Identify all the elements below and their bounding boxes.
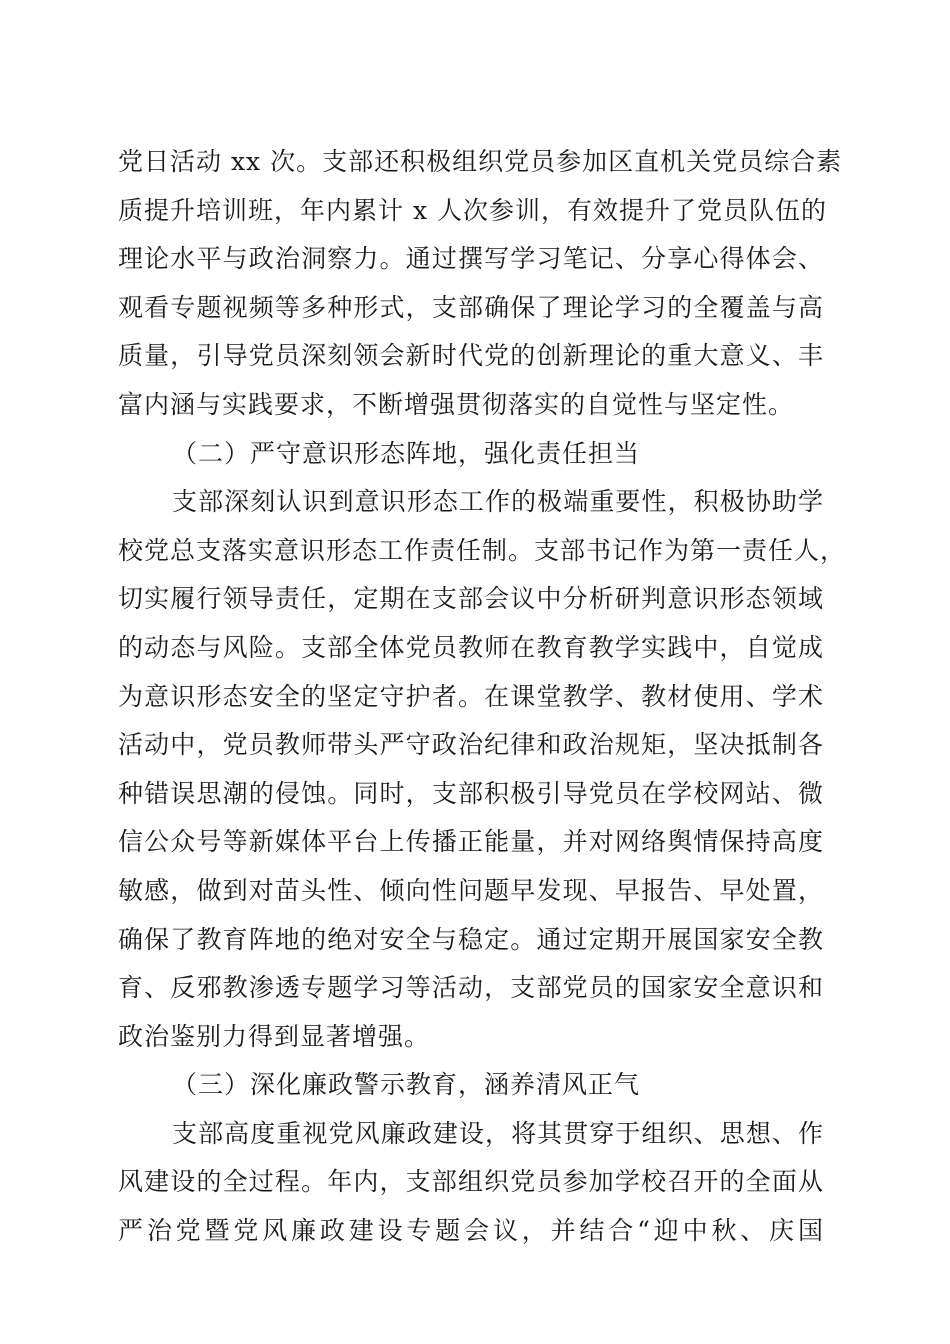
paragraph-line: 确保了教育阵地的绝对安全与稳定。通过定期开展国家安全教 bbox=[118, 924, 824, 954]
paragraph-line: 的动态与风险。支部全体党员教师在教育教学实践中，自觉成 bbox=[118, 632, 824, 662]
paragraph-line: 种错误思潮的侵蚀。同时，支部积极引导党员在学校网站、微 bbox=[118, 778, 824, 808]
paragraph-line: 支部深刻认识到意识形态工作的极端重要性，积极协助学 bbox=[172, 487, 824, 517]
paragraph-line: 活动中，党员教师带头严守政治纪律和政治规矩，坚决抵制各 bbox=[118, 730, 824, 760]
paragraph-line: 校党总支落实意识形态工作责任制。支部书记作为第一责任人， bbox=[118, 535, 847, 565]
paragraph-line: 切实履行领导责任，定期在支部会议中分析研判意识形态领域 bbox=[118, 584, 824, 614]
paragraph-line: 政治鉴别力得到显著增强。 bbox=[118, 1021, 431, 1051]
paragraph-line: 风建设的全过程。年内，支部组织党员参加学校召开的全面从 bbox=[118, 1167, 824, 1197]
document-body bbox=[118, 138, 847, 1256]
paragraph-line: 理论水平与政治洞察力。通过撰写学习笔记、分享心得体会、 bbox=[118, 244, 824, 274]
paragraph-line: 党日活动 xx 次。支部还积极组织党员参加区直机关党员综合素 bbox=[118, 147, 843, 176]
paragraph-line: 质量，引导党员深刻领会新时代党的创新理论的重大意义、丰 bbox=[118, 341, 824, 371]
paragraph-line: 支部高度重视党风廉政建设，将其贯穿于组织、思想、作 bbox=[172, 1118, 824, 1148]
section-heading-3: （三）深化廉政警示教育，涵养清风正气 bbox=[172, 1070, 641, 1100]
paragraph-line: 育、反邪教渗透专题学习等活动，支部党员的国家安全意识和 bbox=[118, 973, 824, 1003]
paragraph-line: 敏感，做到对苗头性、倾向性问题早发现、早报告、早处置， bbox=[118, 875, 824, 905]
paragraph-line: 严治党暨党风廉政建设专题会议，并结合“迎中秋、庆国 bbox=[118, 1216, 824, 1246]
section-heading-2: （二）严守意识形态阵地，强化责任担当 bbox=[172, 438, 641, 468]
paragraph-line: 富内涵与实践要求，不断增强贯彻落实的自觉性与坚定性。 bbox=[118, 389, 795, 419]
paragraph-line: 为意识形态安全的坚定守护者。在课堂教学、教材使用、学术 bbox=[118, 681, 824, 711]
paragraph-line: 信公众号等新媒体平台上传播正能量，并对网络舆情保持高度 bbox=[118, 827, 824, 857]
paragraph-line: 观看专题视频等多种形式，支部确保了理论学习的全覆盖与高 bbox=[118, 292, 824, 322]
paragraph-line: 质提升培训班，年内累计 x 人次参训，有效提升了党员队伍的 bbox=[118, 195, 827, 225]
